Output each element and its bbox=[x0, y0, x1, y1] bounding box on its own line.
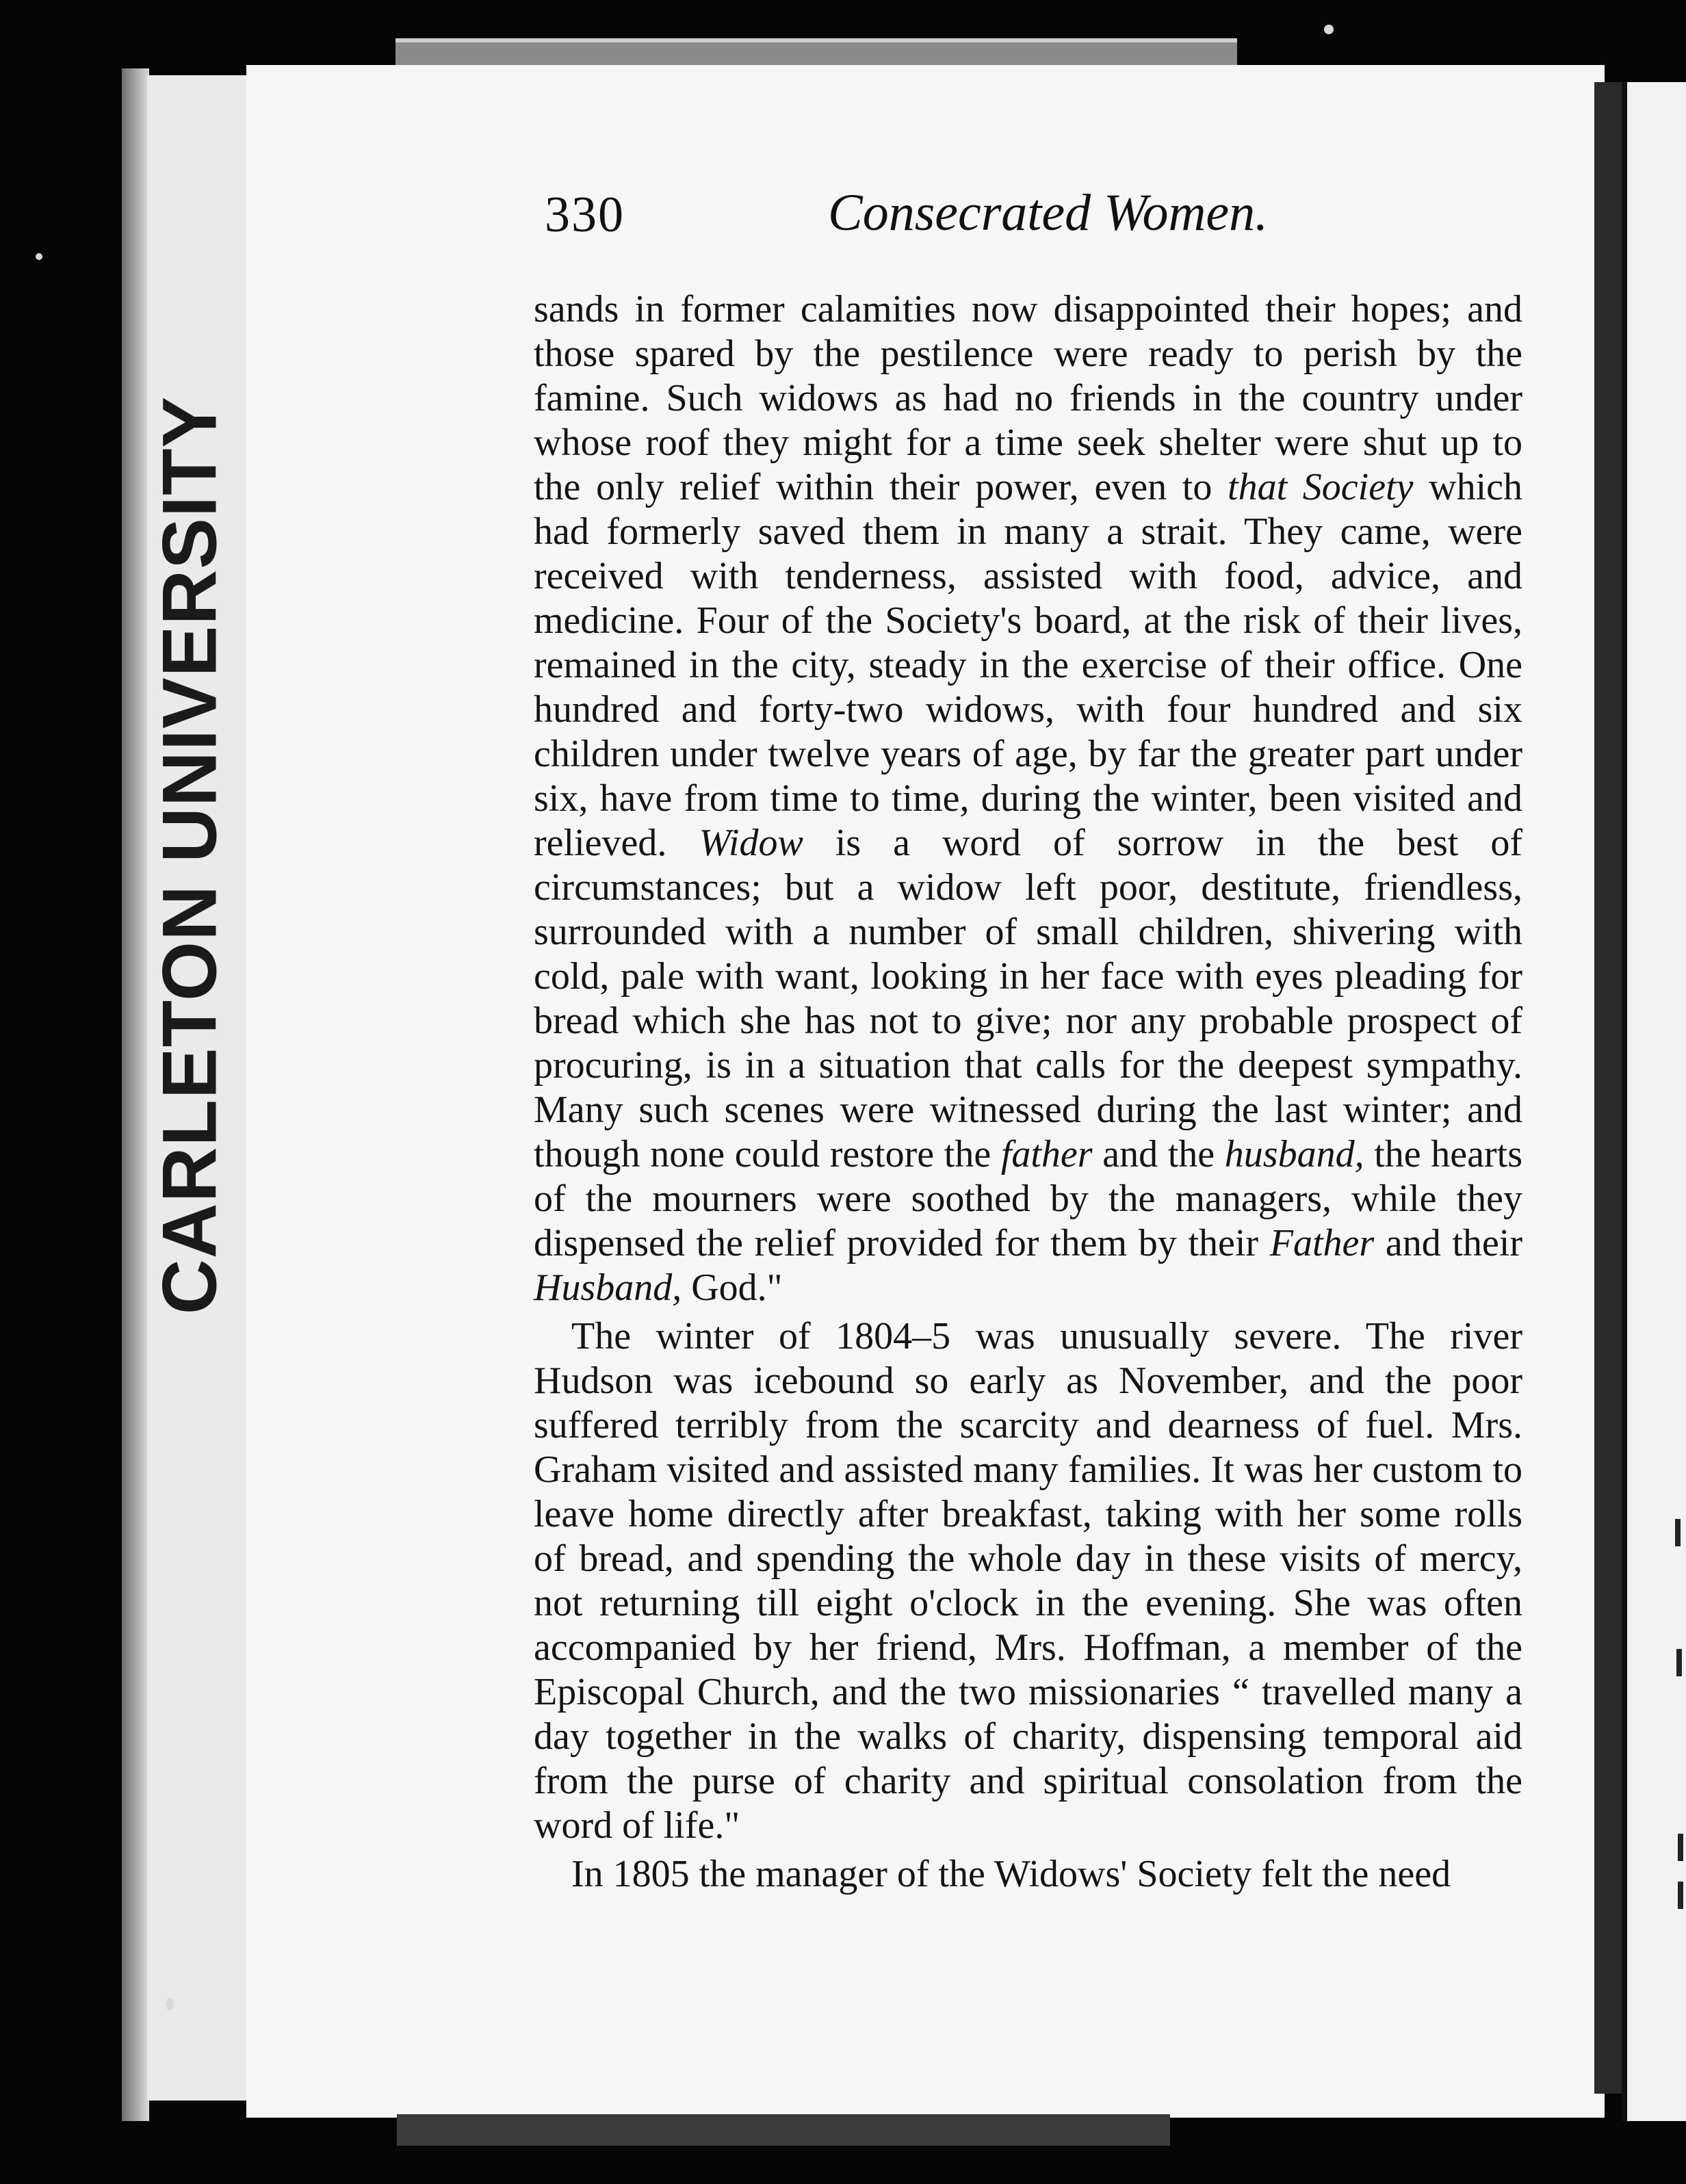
page-header bbox=[534, 183, 1533, 245]
text-run: The winter of 1804–5 was unusually severe. The river Hudson was icebound so early as November, and the poor suffered terribly from the scarcity and dearness of fuel. Mrs. Graham visited and assisted many families. It was her custom to leave home directly after breakfast, taking with her some rolls of bread, and spending the whole day in these visits of mercy, not returning till eight o'clock in the evening. She was often accompanied by her friend, Mrs. Hoffman, a member of the Episcopal Church, and the two missionaries “ travelled many a day together in the walks of charity, dispensing temporal aid from the purse of charity and spiritual consolation from the word of life." bbox=[534, 1315, 1522, 1847]
italic-text: father bbox=[1000, 1133, 1093, 1175]
text-run: the hearts of the mourners were soothed by the managers, while they dispensed the relief provided for them by their bbox=[534, 1133, 1522, 1264]
facing-page-ink-mark bbox=[1676, 1649, 1682, 1676]
book-edge-bottom bbox=[397, 2114, 1170, 2146]
running-title: Consecrated Women. bbox=[828, 184, 1269, 242]
text-run: In 1805 the manager of the Widows' Society felt the need bbox=[571, 1853, 1451, 1895]
facing-page-ink-mark bbox=[1675, 1519, 1681, 1546]
facing-page-ink-mark bbox=[1678, 1882, 1683, 1909]
italic-text: husband, bbox=[1224, 1133, 1364, 1175]
library-stamp-text: CARLETON UNIVERSITY bbox=[146, 395, 233, 1315]
paragraph bbox=[534, 1852, 1522, 1897]
dust-speck bbox=[36, 253, 42, 260]
facing-page-ink-mark bbox=[1678, 1834, 1683, 1861]
dust-speck bbox=[166, 1998, 174, 2010]
text-run: sands in former calamities now disappointed their hopes; and those spared by the pestilence were ready to perish by the famine. Such widows as had no friends in the country under whose roof they might for a time seek shelter were shut up to the only relief within their power, even to bbox=[534, 288, 1522, 508]
paragraph bbox=[534, 287, 1522, 1310]
paragraph bbox=[534, 1314, 1522, 1848]
italic-text: Father bbox=[1269, 1222, 1375, 1264]
text-run: and their bbox=[1374, 1222, 1522, 1264]
page-number: 330 bbox=[545, 187, 625, 243]
italic-text: Widow bbox=[699, 822, 803, 864]
italic-text: Husband, bbox=[534, 1266, 682, 1309]
text-run: and the bbox=[1092, 1133, 1225, 1175]
page-gutter-shadow bbox=[1594, 82, 1622, 2094]
italic-text: that Society bbox=[1228, 466, 1414, 508]
text-run: which had formerly saved them in many a strait. They came, were received with tenderness, assisted with food, advice, and medicine. Four of the Society's board, at the risk of their lives, remained in the city, steady in the exercise of their office. One hundred and forty-two widows, with four hundred and six children under twelve years of age, by far the greater part under six, have from time to time, during the winter, been visited and relieved. bbox=[534, 466, 1522, 864]
facing-page-edge bbox=[1622, 82, 1686, 2121]
dust-speck bbox=[1324, 25, 1334, 34]
text-run: is a word of sorrow in the best of circumstances; but a widow left poor, destitute, friendless, surrounded with a number of small children, shivering with cold, pale with want, looking in her face with eyes pleading for bread which she has not to give; nor any probable prospect of procuring, is in a situation that calls for the deepest sympathy. Many such scenes were witnessed during the last winter; and though none could restore the bbox=[534, 822, 1522, 1175]
body-text bbox=[534, 287, 1522, 1897]
text-run: God." bbox=[682, 1266, 783, 1309]
